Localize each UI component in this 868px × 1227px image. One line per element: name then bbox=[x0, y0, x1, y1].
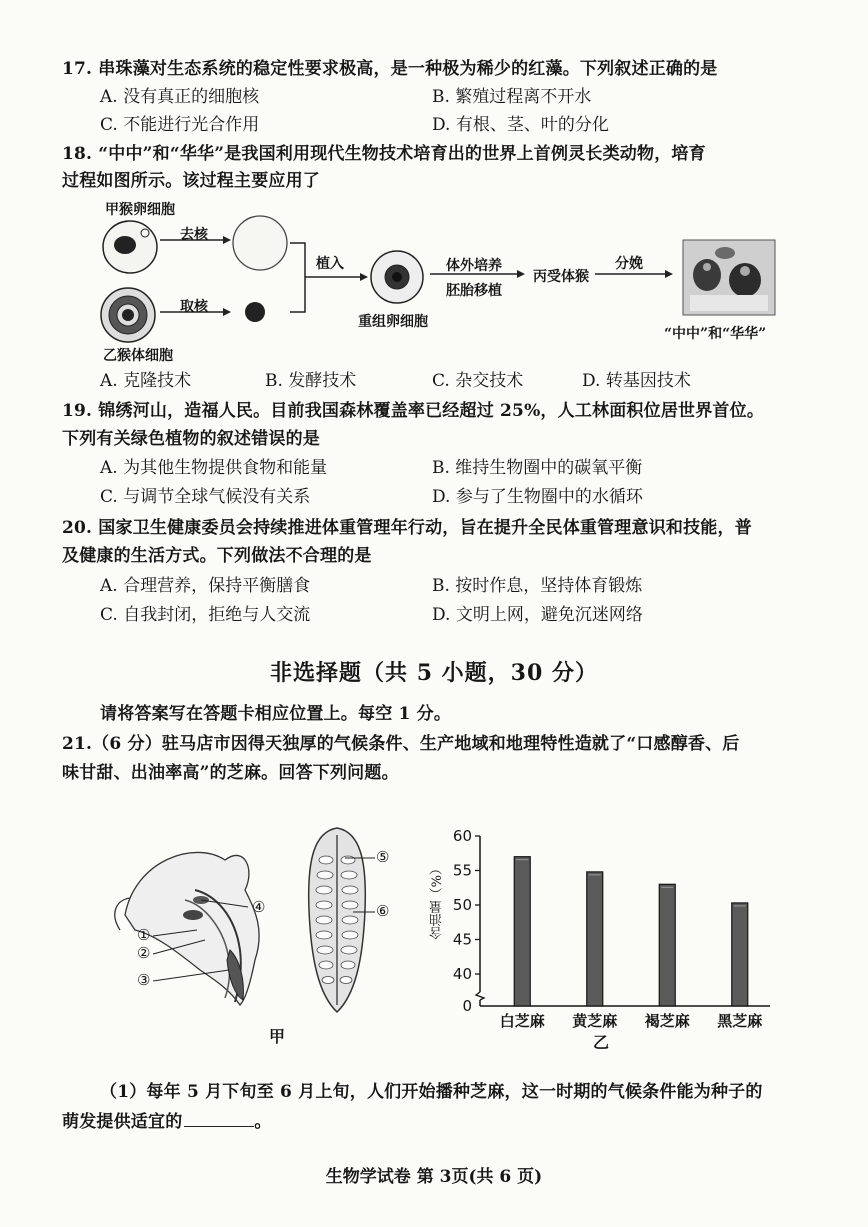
chart-x-tick-label: 黄芝麻 bbox=[572, 1012, 618, 1030]
q18-option-c: C. 杂交技术 bbox=[432, 371, 524, 391]
page-footer: 生物学试卷 第 3页(共 6 页) bbox=[325, 1167, 543, 1187]
enucleated-egg bbox=[233, 216, 287, 270]
marker-4: ④ bbox=[252, 898, 266, 916]
label-implant: 植入 bbox=[316, 256, 344, 272]
q19-option-a: A. 为其他生物提供食物和能量 bbox=[100, 458, 328, 478]
chart-axis-break bbox=[476, 992, 484, 1000]
chart-x-tick-label: 白芝麻 bbox=[499, 1012, 545, 1030]
q20-option-d: D. 文明上网，避免沉迷网络 bbox=[432, 605, 643, 625]
baby-monkeys-photo bbox=[683, 240, 775, 315]
sub1-line2-text: 萌发提供适宜的 bbox=[62, 1112, 183, 1132]
figure-a-label: 甲 bbox=[269, 1027, 286, 1046]
q19-option-d: D. 参与了生物圈中的水循环 bbox=[432, 487, 643, 507]
chart-x-tick-label: 褐芝麻 bbox=[644, 1012, 690, 1030]
label-birth: 分娩 bbox=[615, 256, 643, 272]
sesame-pod-section bbox=[309, 828, 375, 1012]
chart-y-tick-label: 50 bbox=[452, 896, 472, 914]
chart-y-tick-label: 55 bbox=[452, 861, 472, 880]
question-21-sub1-line2 bbox=[62, 1110, 272, 1133]
label-remove-nucleus: 去核 bbox=[180, 227, 208, 243]
question-21-stem-line2: 味甘甜、出油率高”的芝麻。回答下列问题。 bbox=[62, 763, 399, 783]
marker-1: ① bbox=[137, 926, 151, 944]
section-title: 非选择题（共 5 小题，30 分） bbox=[270, 660, 598, 686]
monkey-a-egg-cell bbox=[103, 221, 157, 273]
chart-bar bbox=[659, 884, 675, 1006]
question-19-stem-line1: 19. 锦绣河山，造福人民。目前我国森林覆盖率已经超过 25%，人工林面积位居世界首位。 bbox=[62, 401, 765, 421]
answer-blank bbox=[184, 1110, 254, 1127]
marker-3: ③ bbox=[137, 971, 151, 989]
question-19-stem-line2: 下列有关绿色植物的叙述错误的是 bbox=[62, 429, 320, 449]
question-18-stem-line1: 18. “中中”和“华华”是我国利用现代生物技术培育出的世界上首例灵长类动物，培育 bbox=[62, 144, 706, 164]
q17-option-c: C. 不能进行光合作用 bbox=[100, 115, 260, 135]
extracted-nucleus bbox=[245, 302, 265, 322]
chart-y-tick-label: 60 bbox=[452, 827, 472, 845]
marker-2: ② bbox=[137, 944, 151, 962]
label-recombined-egg: 重组卵细胞 bbox=[358, 314, 428, 330]
label-monkey-a-egg: 甲猴卵细胞 bbox=[105, 202, 175, 218]
chart-y-axis-label: 含油量（%） bbox=[430, 862, 445, 940]
question-20-stem-line1: 20. 国家卫生健康委员会持续推进体重管理年行动，旨在提升全民体重管理意识和技能，普 bbox=[62, 518, 752, 538]
q18-option-a: A. 克隆技术 bbox=[100, 371, 192, 391]
chart-bar bbox=[732, 903, 748, 1006]
q20-option-c: C. 自我封闭，拒绝与人交流 bbox=[100, 605, 311, 625]
q19-option-b: B. 维持生物圈中的碳氧平衡 bbox=[432, 458, 643, 478]
question-20-stem-line2: 及健康的生活方式。下列做法不合理的是 bbox=[62, 546, 372, 566]
q17-option-d: D. 有根、茎、叶的分化 bbox=[432, 115, 609, 135]
q20-option-b: B. 按时作息，坚持体育锻炼 bbox=[432, 576, 643, 596]
oil-content-bar-chart bbox=[425, 820, 785, 1050]
question-18-stem-line2: 过程如图所示。该过程主要应用了 bbox=[62, 171, 320, 191]
recombined-egg-cell bbox=[371, 251, 423, 303]
chart-y-tick-label: 45 bbox=[452, 930, 472, 949]
monkey-b-body-cell bbox=[101, 288, 155, 342]
q19-option-c: C. 与调节全球气候没有关系 bbox=[100, 487, 311, 507]
label-baby-monkeys: “中中”和“华华” bbox=[664, 326, 767, 342]
label-surrogate-monkey: 丙受体猴 bbox=[533, 269, 589, 285]
figure-b-label: 乙 bbox=[593, 1033, 610, 1052]
q20-option-a: A. 合理营养，保持平衡膳食 bbox=[100, 576, 311, 596]
q18-option-b: B. 发酵技术 bbox=[265, 371, 357, 391]
chart-y-tick-label: 40 bbox=[452, 965, 472, 983]
question-21-sub1-line1: （1）每年 5 月下旬至 6 月上旬，人们开始播种芝麻，这一时期的气候条件能为种子的 bbox=[100, 1082, 763, 1102]
section-instruction: 请将答案写在答题卡相应位置上。每空 1 分。 bbox=[100, 704, 452, 724]
marker-5: ⑤ bbox=[376, 848, 390, 866]
marker-6: ⑥ bbox=[376, 902, 390, 920]
label-in-vitro-culture: 体外培养 bbox=[446, 258, 502, 274]
chart-bar bbox=[514, 857, 530, 1006]
label-monkey-b-body-cell: 乙猴体细胞 bbox=[103, 348, 173, 364]
label-embryo-transfer: 胚胎移植 bbox=[446, 283, 502, 299]
chart-bar bbox=[587, 872, 603, 1006]
question-21-stem-line1: 21.（6 分）驻马店市因得天独厚的气候条件、生产地域和地理特性造就了“口感醇香、后 bbox=[62, 734, 740, 754]
q18-option-d: D. 转基因技术 bbox=[582, 371, 691, 391]
q17-option-a: A. 没有真正的细胞核 bbox=[100, 87, 260, 107]
label-take-nucleus: 取核 bbox=[180, 299, 208, 315]
chart-y-tick-label-zero: 0 bbox=[462, 997, 472, 1015]
chart-x-tick-label: 黑芝麻 bbox=[717, 1012, 763, 1030]
question-17-stem: 17. 串珠藻对生态系统的稳定性要求极高，是一种极为稀少的红藻。下列叙述正确的是 bbox=[62, 59, 718, 79]
sub1-line2-end: 。 bbox=[254, 1112, 272, 1132]
q17-option-b: B. 繁殖过程离不开水 bbox=[432, 87, 592, 107]
